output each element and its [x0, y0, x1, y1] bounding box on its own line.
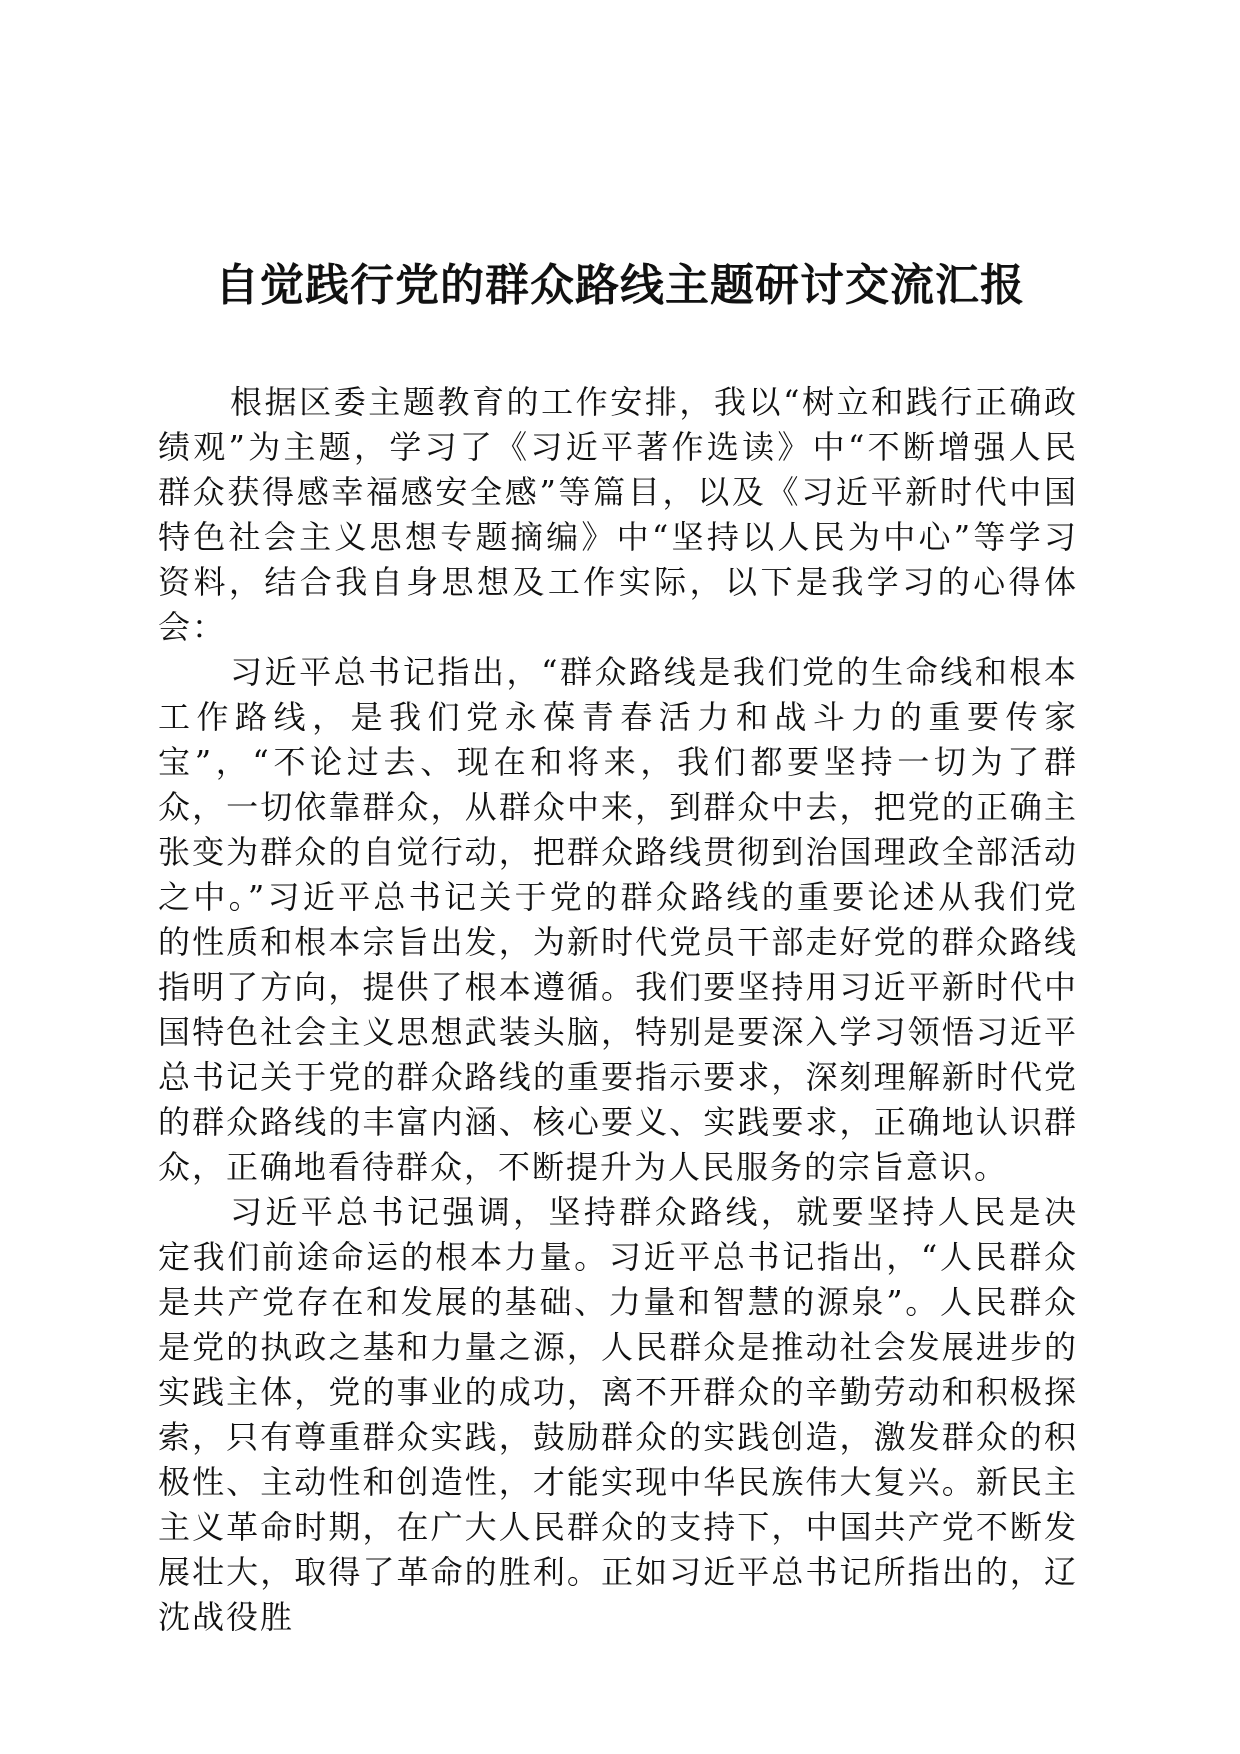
paragraph-3: 习近平总书记强调，坚持群众路线，就要坚持人民是决定我们前途命运的根本力量。习近平总书记指出，“人民群众是共产党存在和发展的基础、力量和智慧的源泉”。人民群众是党的执政之基和力量之源，人民群众是推动社会发展进步的实践主体，党的事业的成功，离不开群众的辛勤劳动和积极探索，只有尊重群众实践，鼓励群众的实践创造，激发群众的积极性、主动性和创造性，才能实现中华民族伟大复兴。新民主主义革命时期，在广大人民群众的支持下，中国共产党不断发展壮大，取得了革命的胜利。正如习近平总书记所指出的，辽沈战役胜 [158, 1193, 1078, 1636]
paragraph-2: 习近平总书记指出，“群众路线是我们党的生命线和根本工作路线，是我们党永葆青春活力和战斗力的重要传家宝”，“不论过去、现在和将来，我们都要坚持一切为了群众，一切依靠群众，从群众中来，到群众中去，把党的正确主张变为群众的自觉行动，把群众路线贯彻到治国理政全部活动之中。”习近平总书记关于党的群众路线的重要论述从我们党的性质和根本宗旨出发，为新时代党员干部走好党的群众路线指明了方向，提供了根本遵循。我们要坚持用习近平新时代中国特色社会主义思想武装头脑，特别是要深入学习领悟习近平总书记关于党的群众路线的重要指示要求，深刻理解新时代党的群众路线的丰富内涵、核心要义、实践要求，正确地认识群众，正确地看待群众，不断提升为人民服务的宗旨意识。 [158, 653, 1078, 1186]
document-title: 自觉践行党的群众路线主题研讨交流汇报 [215, 260, 1025, 311]
document-body [158, 380, 1078, 1640]
paragraph-1: 根据区委主题教育的工作安排，我以“树立和践行正确政绩观”为主题，学习了《习近平著作选读》中“不断增强人民群众获得感幸福感安全感”等篇目，以及《习近平新时代中国特色社会主义思想专题摘编》中“坚持以人民为中心”等学习资料，结合我自身思想及工作实际，以下是我学习的心得体会： [158, 383, 1078, 646]
